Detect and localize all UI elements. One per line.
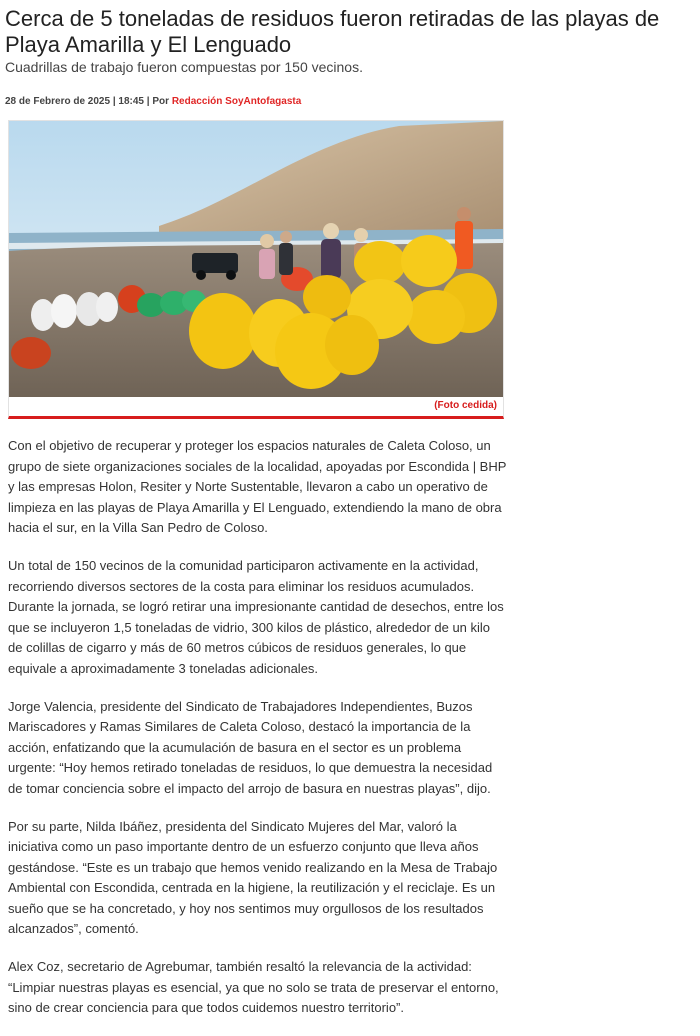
- byline-prefix: Por: [152, 96, 170, 107]
- article-paragraph: Alex Coz, secretario de Agrebumar, también resaltó la relevancia de la actividad: “Limpiar nuestras playas es esencial, ya que no solo se trata de preservar el entorno, sino de crear conciencia para que todos cuidemos nuestro territorio”.: [8, 959, 499, 1016]
- meta-separator: |: [112, 96, 119, 107]
- article-meta: [5, 96, 301, 107]
- beach-cleanup-photo: [9, 121, 503, 397]
- article-photo: [8, 120, 504, 419]
- article-body: [8, 436, 508, 1036]
- photo-caption: (Foto cedida): [434, 400, 497, 411]
- author-link[interactable]: Redacción SoyAntofagasta: [171, 96, 302, 107]
- article-subtitle: Cuadrillas de trabajo fueron compuestas por 150 vecinos.: [5, 59, 363, 75]
- article-paragraph: Por su parte, Nilda Ibáñez, presidenta del Sindicato Mujeres del Mar, valoró la iniciativa como un paso importante dentro de un esfuerzo conjunto que lleva años gestándose. “Este es un trabajo que hemos venido realizando en la Mesa de Trabajo Ambiental con Escondida, centrada en la higiene, la reutilización y el reciclaje. Es un sueño que se ha concretado, y hoy nos sentimos muy orgullosos de los resultados alcanzados”, comentó.: [8, 818, 498, 937]
- article-paragraph: Jorge Valencia, presidente del Sindicato de Trabajadores Independientes, Buzos Mariscadores y Ramas Similares de Caleta Coloso, destacó la importancia de la acción, enfatizando que la acumulación de basura en el sector es un problema urgente: “Hoy hemos retirado toneladas de residuos, lo que demuestra la necesidad de tomar conciencia sobre el impacto del arrojo de basura en nuestras playas”, dijo.: [8, 698, 493, 796]
- article-paragraph: Con el objetivo de recuperar y proteger los espacios naturales de Caleta Coloso, un grupo de siete organizaciones sociales de la localidad, apoyadas por Escondida | BHP y las empresas Holon, Resiter y Norte Sustentable, llevaron a cabo un operativo de limpieza en las playas de Playa Amarilla y El Lenguado, extendiendo la mano de obra hacia el sur, en la Villa San Pedro de Coloso.: [8, 438, 507, 536]
- meta-separator: |: [146, 96, 153, 107]
- publish-time: 18:45: [118, 96, 144, 107]
- article-title: Cerca de 5 toneladas de residuos fueron retiradas de las playas de Playa Amarilla y El Lenguado: [5, 6, 660, 57]
- publish-date: 28 de Febrero de 2025: [5, 96, 111, 107]
- article-paragraph: Un total de 150 vecinos de la comunidad participaron activamente en la actividad, recorriendo diversos sectores de la costa para eliminar los residuos acumulados. Durante la jornada, se logró retirar una impresionante cantidad de desechos, entre los que se incluyeron 1,5 toneladas de vidrio, 300 kilos de plástico, alrededor de un kilo de colillas de cigarro y más de 60 metros cúbicos de residuos generales, lo que equivale a aproximadamente 3 toneladas adicionales.: [8, 557, 504, 676]
